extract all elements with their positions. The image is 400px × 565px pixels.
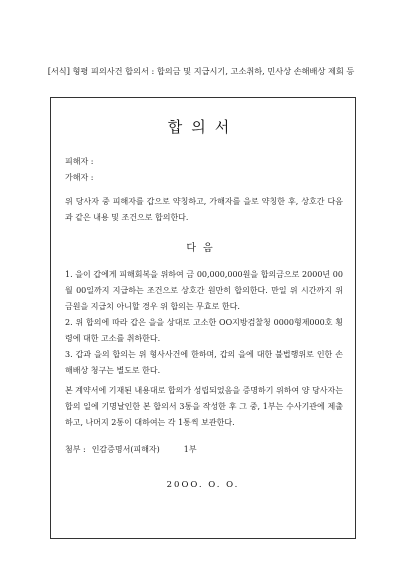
victim-label: 피해자 : <box>65 157 94 166</box>
closing-paragraph: 본 계약서에 기재된 내용대로 합의가 성립되었음을 증명하기 위하여 양 당사자는 합의 일에 기명날인한 본 합의서 3통을 작성한 후 그 중, 1부는 수사기관에 제출하고, 나머지 2통이 대하여는 각 1통씩 보관한다. <box>65 386 343 427</box>
agreement-heading: 합의서 <box>167 118 239 136</box>
attachment-item: 인감증명서(피해자) <box>91 445 160 454</box>
attachment-line <box>65 444 197 455</box>
attachment-label: 첨부 : <box>65 445 86 454</box>
clause-2: 2. 위 합의에 따라 갑은 을을 상대로 고소한 OO지방검찰청 0000형제000호 횡령에 대한 고소를 취하한다. <box>65 318 343 343</box>
clause-3: 3. 갑과 을의 합의는 위 형사사건에 한하며, 갑의 을에 대한 불법행위로 인한 손해배상 청구는 별도로 한다. <box>65 350 343 375</box>
offender-label: 가해자 : <box>65 173 94 182</box>
subheading: 다음 <box>186 243 220 254</box>
agreement-frame <box>50 97 356 539</box>
intro-paragraph: 위 당사자 중 피해자를 갑으로 약칭하고, 가해자를 을로 약칭한 후, 상호간 다음과 같은 내용 및 조건으로 합의한다. <box>65 197 343 222</box>
clause-1: 1. 을이 갑에게 피해회복을 위하여 금 00,000,000원을 합의금으로 2000년 00월 00일까지 지급하는 조건으로 상호간 원만히 합의한다. 만일 위 시간까지 위 금원을 지급치 아니할 경우 위 합의는 무효로 한다. <box>65 270 343 311</box>
agreement-date: 20OO. O. O. <box>166 480 240 490</box>
attachment-count: 1부 <box>183 445 197 454</box>
document-title: [서식] 형평 피의사건 합의서 : 합의금 및 지급시기, 고소취하, 민사상 손해배상 제회 등 <box>47 66 355 76</box>
clauses-list <box>65 267 343 379</box>
